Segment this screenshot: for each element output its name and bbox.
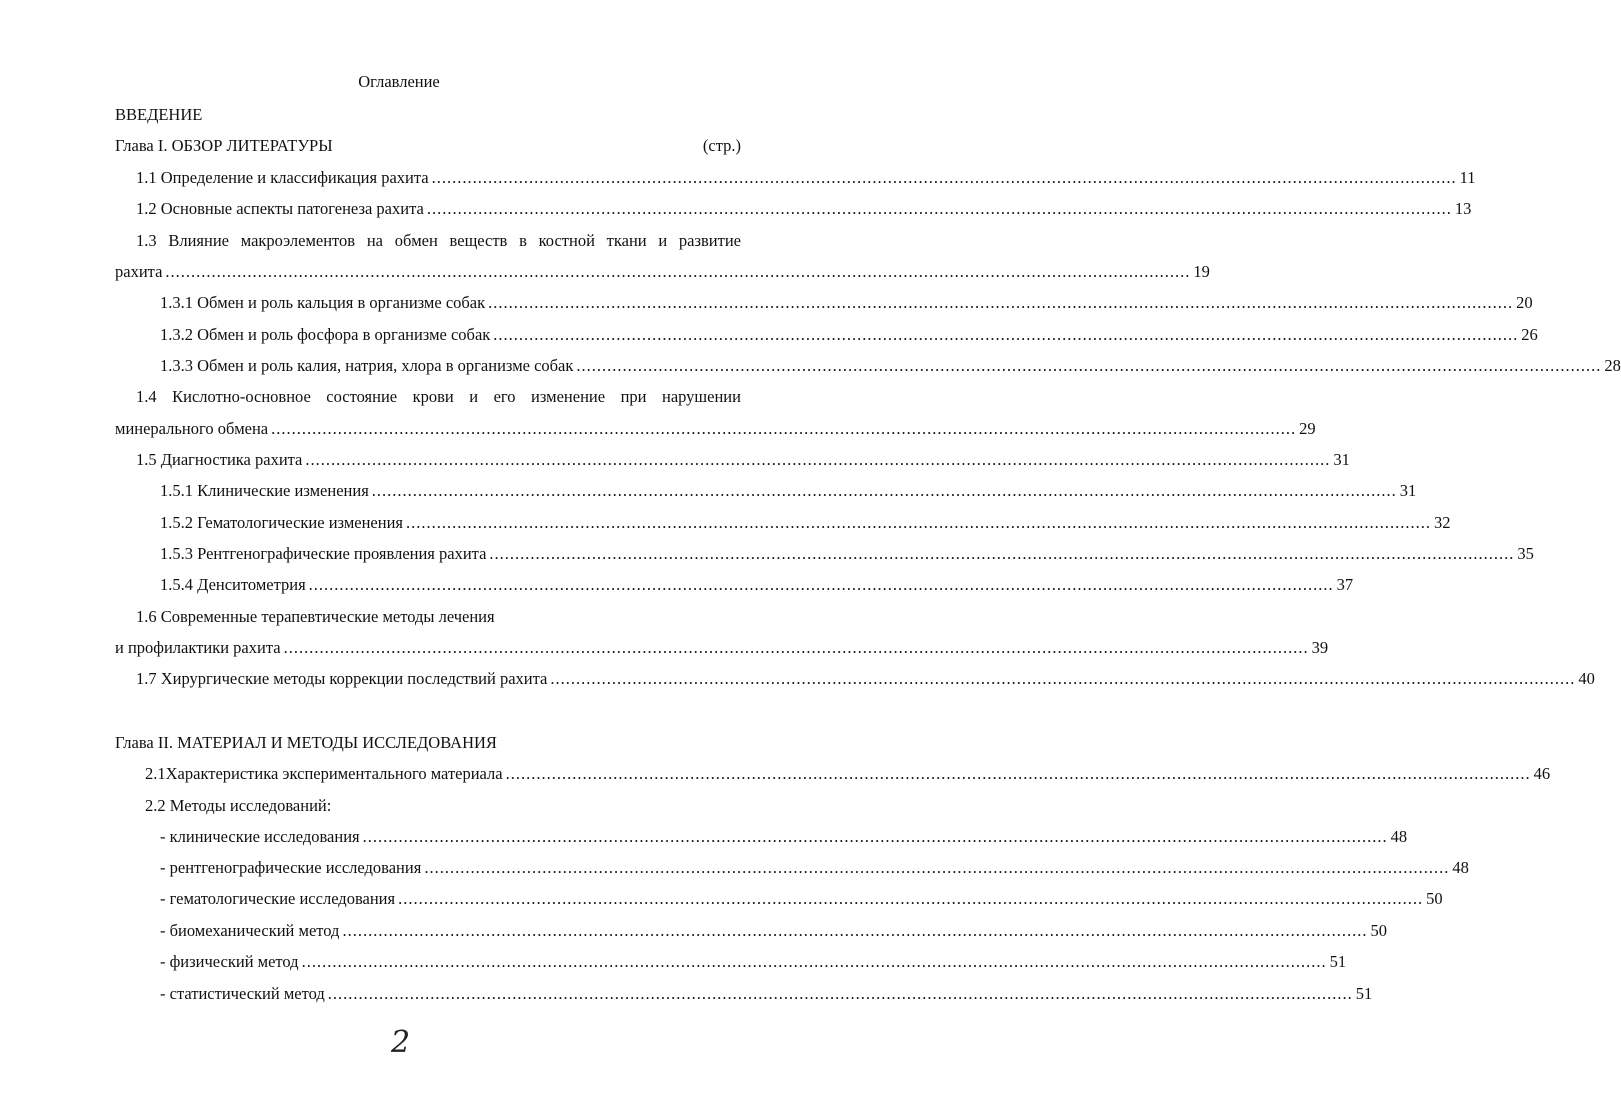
toc-entry-label: 1.5.2 Гематологические изменения <box>160 513 403 532</box>
dot-leader: ........................................................................................................................................................................................................ <box>493 325 1519 344</box>
toc-entry-label: 1.5.4 Денситометрия <box>160 575 306 594</box>
toc-method-clinical <box>160 826 1408 848</box>
dot-leader: ........................................................................................................................................................................................................ <box>576 356 1602 375</box>
introduction-heading: ВВЕДЕНИЕ <box>115 105 203 124</box>
toc-entry-page: 32 <box>1434 513 1451 532</box>
dot-leader: ........................................................................................................................................................................................................ <box>550 669 1576 688</box>
toc-entry-label: и профилактики рахита <box>115 638 281 657</box>
word: нарушении <box>661 387 741 406</box>
toc-entry-page: 28 <box>1604 356 1621 375</box>
toc-entry-2-2: 2.2 Методы исследований: <box>145 796 332 815</box>
toc-entry-1-5-3 <box>160 543 1534 565</box>
handwritten-page-number <box>385 1024 425 1064</box>
toc-entry-page: 51 <box>1355 984 1373 1003</box>
word: его <box>493 387 516 406</box>
toc-entry-1-6-line2 <box>115 637 1329 659</box>
toc-entry-page: 40 <box>1578 669 1595 688</box>
toc-entry-page: 48 <box>1452 858 1469 877</box>
toc-entry-page: 39 <box>1311 638 1329 657</box>
word: и <box>658 231 668 250</box>
toc-entry-page: 46 <box>1533 764 1551 783</box>
word: 1.4 <box>136 387 157 406</box>
toc-entry-label: 1.5.3 Рентгенографические проявления рахита <box>160 544 487 563</box>
toc-entry-label: - статистический метод <box>160 984 325 1003</box>
toc-entry-1-7 <box>136 668 1595 690</box>
page-number: 2 <box>391 1025 411 1060</box>
word: костной <box>538 231 595 250</box>
toc-method-physical <box>160 951 1347 973</box>
dot-leader: ........................................................................................................................................................................................................ <box>327 984 1353 1003</box>
word: при <box>620 387 647 406</box>
dot-leader: ........................................................................................................................................................................................................ <box>489 544 1515 563</box>
toc-entry-page: 20 <box>1516 293 1533 312</box>
dot-leader: ........................................................................................................................................................................................................ <box>301 952 1327 971</box>
word: Влияние <box>168 231 230 250</box>
dot-leader: ........................................................................................................................................................................................................ <box>424 858 1450 877</box>
word: на <box>366 231 383 250</box>
dot-leader: ........................................................................................................................................................................................................ <box>426 199 1452 218</box>
toc-entry-label: 1.5.1 Клинические изменения <box>160 481 369 500</box>
dot-leader: ........................................................................................................................................................................................................ <box>371 481 1397 500</box>
toc-entry-label: минерального обмена <box>115 419 269 438</box>
toc-entry-label: 1.1 Определение и классификация рахита <box>136 168 429 187</box>
word: обмен <box>394 231 438 250</box>
toc-entry-1-5-1 <box>160 480 1417 502</box>
word: макроэлементов <box>240 231 356 250</box>
toc-entry-label: - гематологические исследования <box>160 889 396 908</box>
toc-entry-label: 1.2 Основные аспекты патогенеза рахита <box>136 199 424 218</box>
toc-entry-label: 1.3.1 Обмен и роль кальция в организме собак <box>160 293 486 312</box>
chapter-1-heading: Глава I. ОБЗОР ЛИТЕРАТУРЫ <box>115 136 333 155</box>
dot-leader: ........................................................................................................................................................................................................ <box>406 513 1431 532</box>
toc-entry-1-3-line2 <box>115 261 1210 283</box>
toc-method-statistical <box>160 983 1373 1005</box>
toc-entry-page: 31 <box>1399 481 1417 500</box>
word: состояние <box>326 387 398 406</box>
word: в <box>519 231 527 250</box>
toc-entry-page: 11 <box>1459 168 1476 187</box>
word: развитие <box>678 231 741 250</box>
chapter-2-heading: Глава II. МАТЕРИАЛ И МЕТОДЫ ИССЛЕДОВАНИЯ <box>115 733 497 752</box>
toc-entry-page: 31 <box>1333 450 1350 469</box>
toc-entry-label: 1.3.3 Обмен и роль калия, натрия, хлора в организме собак <box>160 356 574 375</box>
toc-entry-1-1 <box>136 167 1476 189</box>
toc-entry-page: 35 <box>1517 544 1534 563</box>
toc-entry-page: 51 <box>1329 952 1347 971</box>
dot-leader: ........................................................................................................................................................................................................ <box>283 638 1309 657</box>
toc-entry-1-4-line1 <box>136 386 741 408</box>
toc-entry-page: 50 <box>1426 889 1443 908</box>
toc-entry-1-3-2 <box>160 324 1538 346</box>
toc-entry-label: 2.1Характеристика экспериментального материала <box>145 764 503 783</box>
toc-entry-page: 13 <box>1454 199 1472 218</box>
toc-entry-page: 19 <box>1193 262 1210 281</box>
dot-leader: ........................................................................................................................................................................................................ <box>165 262 1191 281</box>
word: 1.3 <box>136 231 157 250</box>
toc-entry-label: 1.5 Диагностика рахита <box>136 450 303 469</box>
dot-leader: ........................................................................................................................................................................................................ <box>271 419 1297 438</box>
toc-entry-1-5 <box>136 449 1350 471</box>
toc-entry-1-5-4 <box>160 574 1354 596</box>
toc-entry-1-3-line1 <box>136 230 741 252</box>
toc-entry-1-5-2 <box>160 512 1451 534</box>
toc-method-hematological <box>160 888 1443 910</box>
dot-leader: ........................................................................................................................................................................................................ <box>362 827 1388 846</box>
dot-leader: ........................................................................................................................................................................................................ <box>342 921 1368 940</box>
dot-leader: ........................................................................................................................................................................................................ <box>488 293 1514 312</box>
toc-entry-label: - физический метод <box>160 952 299 971</box>
toc-entry-page: 48 <box>1390 827 1408 846</box>
toc-entry-page: 29 <box>1299 419 1316 438</box>
toc-method-radiographic <box>160 857 1469 879</box>
word: веществ <box>449 231 508 250</box>
word: изменение <box>531 387 606 406</box>
dot-leader: ........................................................................................................................................................................................................ <box>431 168 1457 187</box>
word: крови <box>412 387 454 406</box>
word: ткани <box>606 231 647 250</box>
word: Кислотно-основное <box>172 387 311 406</box>
page-title: Оглавление <box>358 72 440 91</box>
toc-method-biomechanical <box>160 920 1387 942</box>
toc-entry-1-2 <box>136 198 1472 220</box>
toc-entry-label: - рентгенографические исследования <box>160 858 422 877</box>
toc-entry-label: рахита <box>115 262 163 281</box>
toc-entry-1-4-line2 <box>115 418 1316 440</box>
toc-entry-1-3-1 <box>160 292 1533 314</box>
dot-leader: ........................................................................................................................................................................................................ <box>308 575 1334 594</box>
dot-leader: ........................................................................................................................................................................................................ <box>505 764 1531 783</box>
toc-entry-1-3-3 <box>160 355 1621 377</box>
toc-entry-label: 1.7 Хирургические методы коррекции последствий рахита <box>136 669 548 688</box>
toc-entry-label: - клинические исследования <box>160 827 360 846</box>
toc-entry-page: 37 <box>1336 575 1354 594</box>
toc-entry-label: 1.3.2 Обмен и роль фосфора в организме собак <box>160 325 491 344</box>
word: и <box>469 387 479 406</box>
pages-column-note: (стр.) <box>702 136 741 155</box>
toc-entry-page: 26 <box>1521 325 1538 344</box>
dot-leader: ........................................................................................................................................................................................................ <box>398 889 1424 908</box>
dot-leader: ........................................................................................................................................................................................................ <box>305 450 1331 469</box>
toc-entry-label: - биомеханический метод <box>160 921 340 940</box>
toc-entry-2-1 <box>145 763 1551 785</box>
toc-entry-1-6-line1: 1.6 Современные терапевтические методы лечения <box>136 607 495 626</box>
toc-entry-page: 50 <box>1370 921 1387 940</box>
